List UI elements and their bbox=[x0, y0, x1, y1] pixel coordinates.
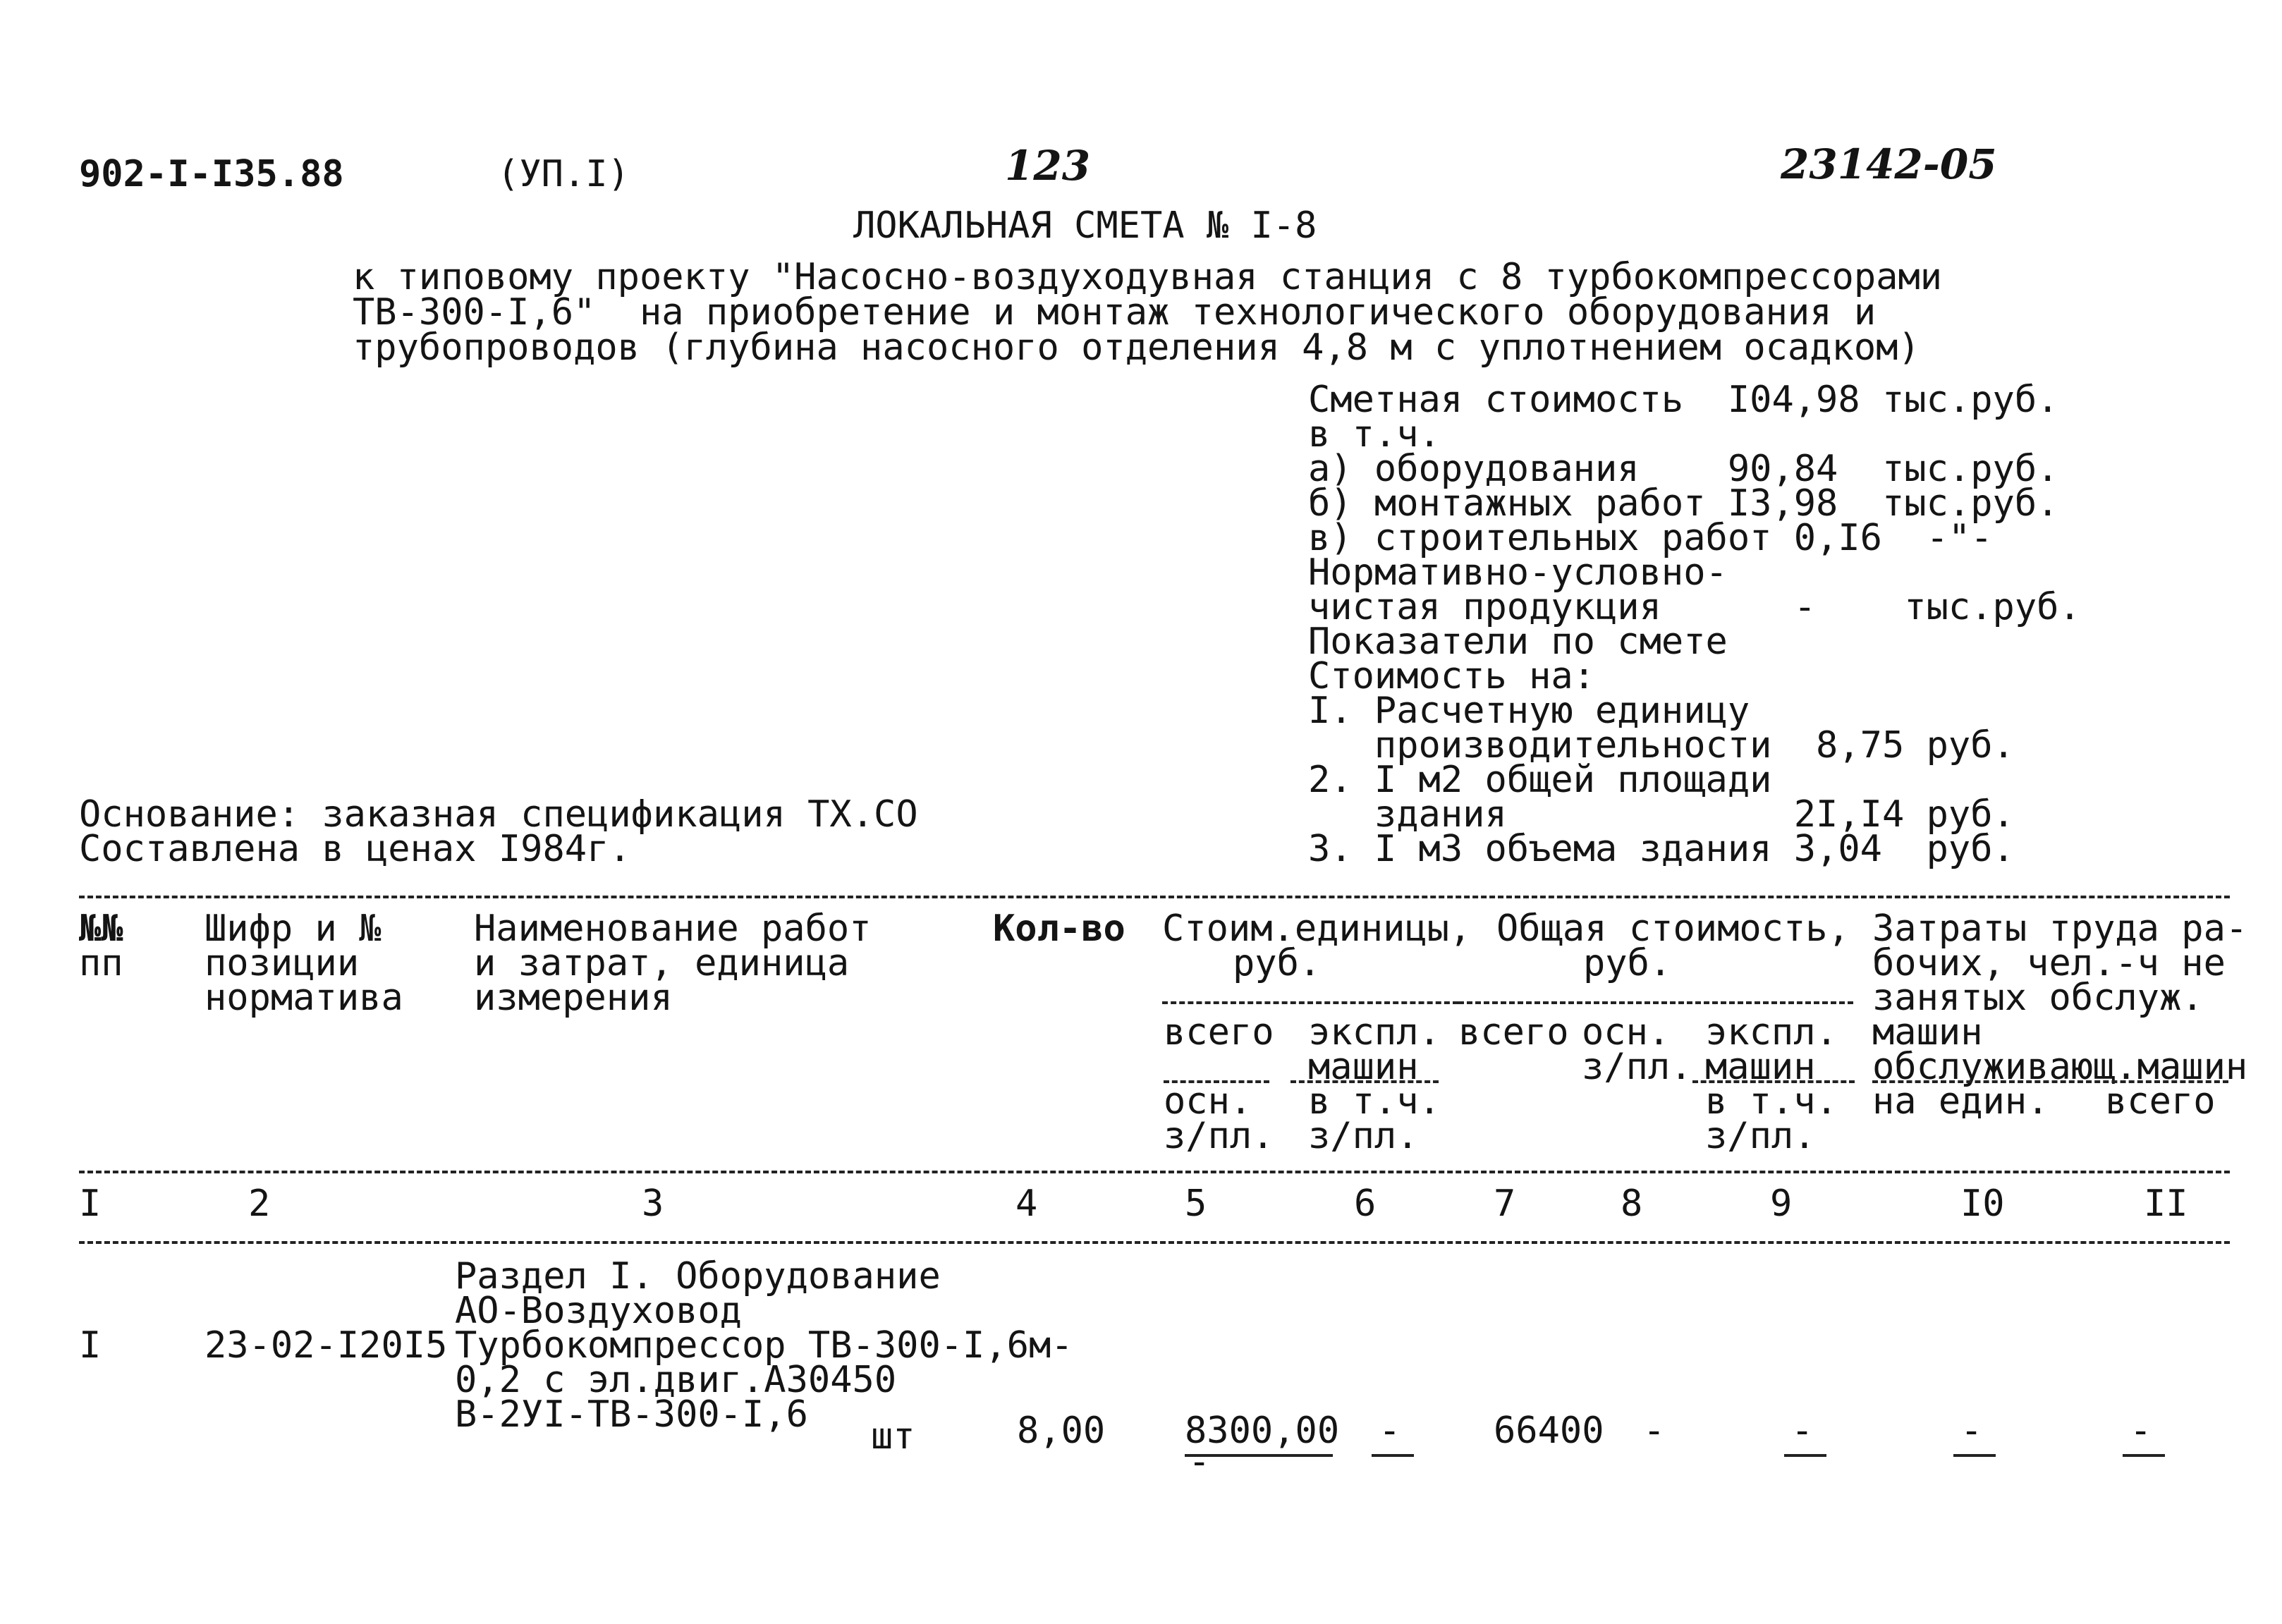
row-labor-unit: - bbox=[1960, 1410, 1983, 1452]
header-col8-wage: осн. bbox=[1582, 1011, 1671, 1054]
row-unit-cost: 8300,00 bbox=[1185, 1410, 1340, 1452]
subtitle-line: ТВ-300-I,6" на приобретение и монтаж технологического оборудования и bbox=[353, 291, 1877, 334]
cost-line: производительности 8,75 руб. bbox=[1308, 724, 2015, 767]
header-unit-cost-2: руб. bbox=[1233, 942, 1322, 984]
header-code-3: норматива bbox=[205, 977, 403, 1019]
row-labor-total: - bbox=[2130, 1410, 2152, 1452]
cost-line: 3. I м3 объема здания 3,04 руб. bbox=[1308, 828, 2015, 870]
header-col10: на един. bbox=[1872, 1080, 2049, 1123]
cost-line: в т.ч. bbox=[1308, 413, 1441, 456]
header-total-cost-2: руб. bbox=[1583, 942, 1672, 984]
row-code: 23-02-I20I5 bbox=[205, 1324, 448, 1367]
header-col9-wage: в т.ч. bbox=[1705, 1080, 1838, 1123]
prices-line: Составлена в ценах I984г. bbox=[79, 828, 631, 870]
header-col6-wage-2: з/пл. bbox=[1308, 1115, 1419, 1157]
row-unit-cost-mach: - bbox=[1379, 1410, 1401, 1452]
cost-line: I. Расчетную единицу bbox=[1308, 690, 1750, 732]
row-number: I bbox=[79, 1324, 102, 1367]
header-col9-mach-2: машин bbox=[1705, 1046, 1816, 1088]
header-col9-wage-2: з/пл. bbox=[1705, 1115, 1816, 1157]
header-col10-11: обслуживающ.машин bbox=[1872, 1046, 2248, 1088]
row-quantity: 8,00 bbox=[1017, 1410, 1106, 1452]
header-col5-wage: осн. bbox=[1164, 1080, 1252, 1123]
column-number: I bbox=[79, 1183, 102, 1225]
header-col5-wage-2: з/пл. bbox=[1164, 1115, 1274, 1157]
row-total: 66400 bbox=[1494, 1410, 1604, 1452]
cost-line: б) монтажных работ I3,98 тыс.руб. bbox=[1308, 482, 2059, 525]
mach-underline bbox=[1372, 1454, 1414, 1457]
header-col7-total: всего bbox=[1458, 1011, 1569, 1054]
section-title: Раздел I. Оборудование bbox=[455, 1255, 941, 1298]
header-row-number-2: пп bbox=[79, 942, 123, 984]
header-col6-wage: в т.ч. bbox=[1308, 1080, 1441, 1123]
cost-line: здания 2I,I4 руб. bbox=[1308, 793, 2015, 836]
column-number: 8 bbox=[1621, 1183, 1643, 1225]
row-total-wage: - bbox=[1643, 1410, 1666, 1452]
header-col6-mach-2: машин bbox=[1308, 1046, 1419, 1088]
cost-line: а) оборудования 90,84 тыс.руб. bbox=[1308, 448, 2059, 490]
row-name: Турбокомпрессор ТВ-300-I,6м- bbox=[455, 1324, 1073, 1367]
header-col9-mach: экспл. bbox=[1705, 1011, 1838, 1054]
header-name-3: измерения bbox=[474, 977, 673, 1019]
column-number: 6 bbox=[1354, 1183, 1377, 1225]
column-number: II bbox=[2144, 1183, 2188, 1225]
header-col11: всего bbox=[2105, 1080, 2216, 1123]
cost-line: чистая продукция - тыс.руб. bbox=[1308, 586, 2081, 628]
header-labor-2: бочих, чел.-ч не bbox=[1872, 942, 2226, 984]
basis-line: Основание: заказная спецификация ТХ.СО bbox=[79, 793, 918, 836]
cost-line: Нормативно-условно- bbox=[1308, 551, 1728, 594]
total-cost-rule bbox=[1458, 1001, 1853, 1004]
column-number: 7 bbox=[1494, 1183, 1516, 1225]
archive-number: 23142-05 bbox=[1781, 140, 1997, 188]
row-name-3: В-2УI-ТВ-300-I,6 bbox=[455, 1393, 808, 1436]
subtitle-line: трубопроводов (глубина насосного отделения 4,8 м с уплотнением осадком) bbox=[353, 326, 1920, 369]
header-labor: Затраты труда ра- bbox=[1872, 908, 2248, 950]
group-title: АО-Воздуховод bbox=[455, 1290, 742, 1332]
table-top-rule bbox=[79, 896, 2230, 898]
unit-cost-rule bbox=[1162, 1001, 1458, 1004]
header-name: Наименование работ bbox=[474, 908, 872, 950]
row-name-2: 0,2 с эл.двиг.А30450 bbox=[455, 1359, 897, 1401]
header-col5-total: всего bbox=[1164, 1011, 1274, 1054]
column-number: I0 bbox=[1960, 1183, 2005, 1225]
header-labor-4: машин bbox=[1872, 1011, 1983, 1054]
header-total-cost: Общая стоимость, bbox=[1496, 908, 1850, 950]
cost-line: в) строительных работ 0,I6 -"- bbox=[1308, 517, 1993, 559]
page-number: 123 bbox=[1005, 142, 1091, 190]
header-unit-cost: Стоим.единицы, bbox=[1162, 908, 1472, 950]
header-col6-mach: экспл. bbox=[1308, 1011, 1441, 1054]
header-name-2: и затрат, единица bbox=[474, 942, 850, 984]
page-title: ЛОКАЛЬНАЯ СМЕТА № I-8 bbox=[853, 204, 1317, 247]
header-code: Шифр и № bbox=[205, 908, 382, 950]
header-quantity: Кол-во bbox=[993, 908, 1125, 950]
labor-unit-underline bbox=[1953, 1454, 1996, 1457]
subtitle-line: к типовому проекту "Насосно-воздуходувная станция с 8 турбокомпрессорами bbox=[353, 256, 1943, 298]
cost-line: Показатели по смете bbox=[1308, 621, 1728, 663]
volume-label: (УП.I) bbox=[497, 153, 630, 195]
column-number: 3 bbox=[642, 1183, 664, 1225]
column-numbers-bottom-rule bbox=[79, 1241, 2230, 1244]
column-number: 5 bbox=[1185, 1183, 1207, 1225]
column-numbers-top-rule bbox=[79, 1171, 2230, 1173]
header-code-2: позиции bbox=[205, 942, 360, 984]
cost-line: 2. I м2 общей площади bbox=[1308, 759, 1772, 801]
header-row-number: №№ bbox=[79, 908, 123, 950]
cost-line: Сметная стоимость I04,98 тыс.руб. bbox=[1308, 379, 2059, 421]
row-unit-cost-wage: - bbox=[1188, 1441, 1211, 1483]
column-number: 4 bbox=[1015, 1183, 1038, 1225]
column-number: 2 bbox=[248, 1183, 271, 1225]
row-unit: шт bbox=[871, 1415, 915, 1458]
row-total-mach: - bbox=[1791, 1410, 1814, 1452]
labor-total-underline bbox=[2123, 1454, 2165, 1457]
document-code: 902-I-I35.88 bbox=[79, 153, 344, 195]
cost-line: Стоимость на: bbox=[1308, 655, 1595, 697]
total-mach-underline bbox=[1784, 1454, 1826, 1457]
column-number: 9 bbox=[1770, 1183, 1793, 1225]
header-col8-wage-2: з/пл. bbox=[1582, 1046, 1692, 1088]
header-labor-3: занятых обслуж. bbox=[1872, 977, 2204, 1019]
